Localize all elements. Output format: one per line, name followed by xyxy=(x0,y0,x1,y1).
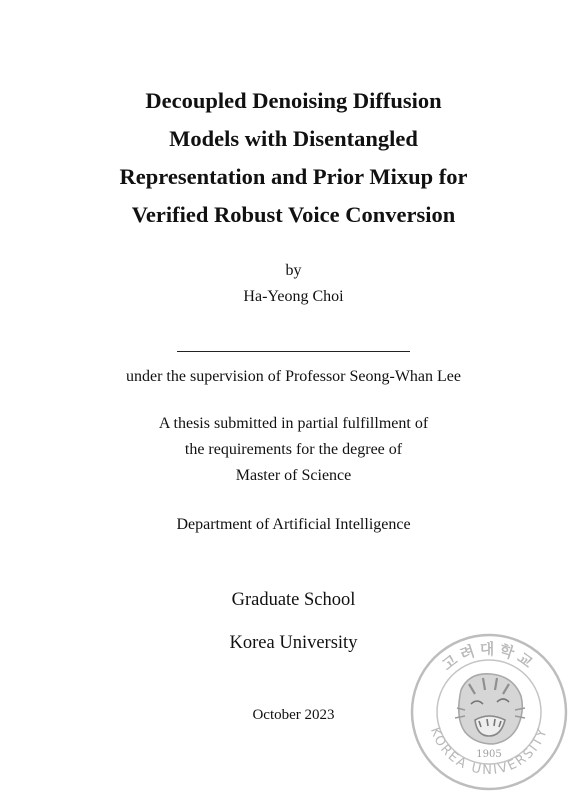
university-seal-icon xyxy=(409,632,569,792)
thesis-statement xyxy=(0,411,587,489)
submission-date: October 2023 xyxy=(252,707,335,723)
seal-korean-text: 고려대학교 xyxy=(438,640,540,675)
seal-year: 1905 xyxy=(476,749,502,760)
title-line-4: Verified Robust Voice Conversion xyxy=(131,202,456,227)
university-name: Korea University xyxy=(229,633,358,653)
author-name: Ha-Yeong Choi xyxy=(243,288,344,305)
supervision-line: under the supervision of Professor Seong-Whan Lee xyxy=(125,368,462,385)
thesis-title xyxy=(0,82,587,234)
graduate-school: Graduate School xyxy=(231,590,356,610)
seal-english-text: KOREA UNIVERSITY xyxy=(426,725,552,779)
title-line-2: Models with Disentangled xyxy=(169,126,418,151)
title-line-3: Representation and Prior Mixup for xyxy=(119,164,468,189)
title-line-1: Decoupled Denoising Diffusion xyxy=(145,88,442,113)
tiger-head-icon xyxy=(455,674,525,744)
department: Department of Artificial Intelligence xyxy=(176,516,411,533)
degree-name: Master of Science xyxy=(235,467,352,484)
statement-line-1: A thesis submitted in partial fulfillment of xyxy=(158,415,429,432)
by-label: by xyxy=(285,262,302,279)
signature-line xyxy=(177,351,410,352)
statement-line-2: the requirements for the degree of xyxy=(184,441,403,458)
